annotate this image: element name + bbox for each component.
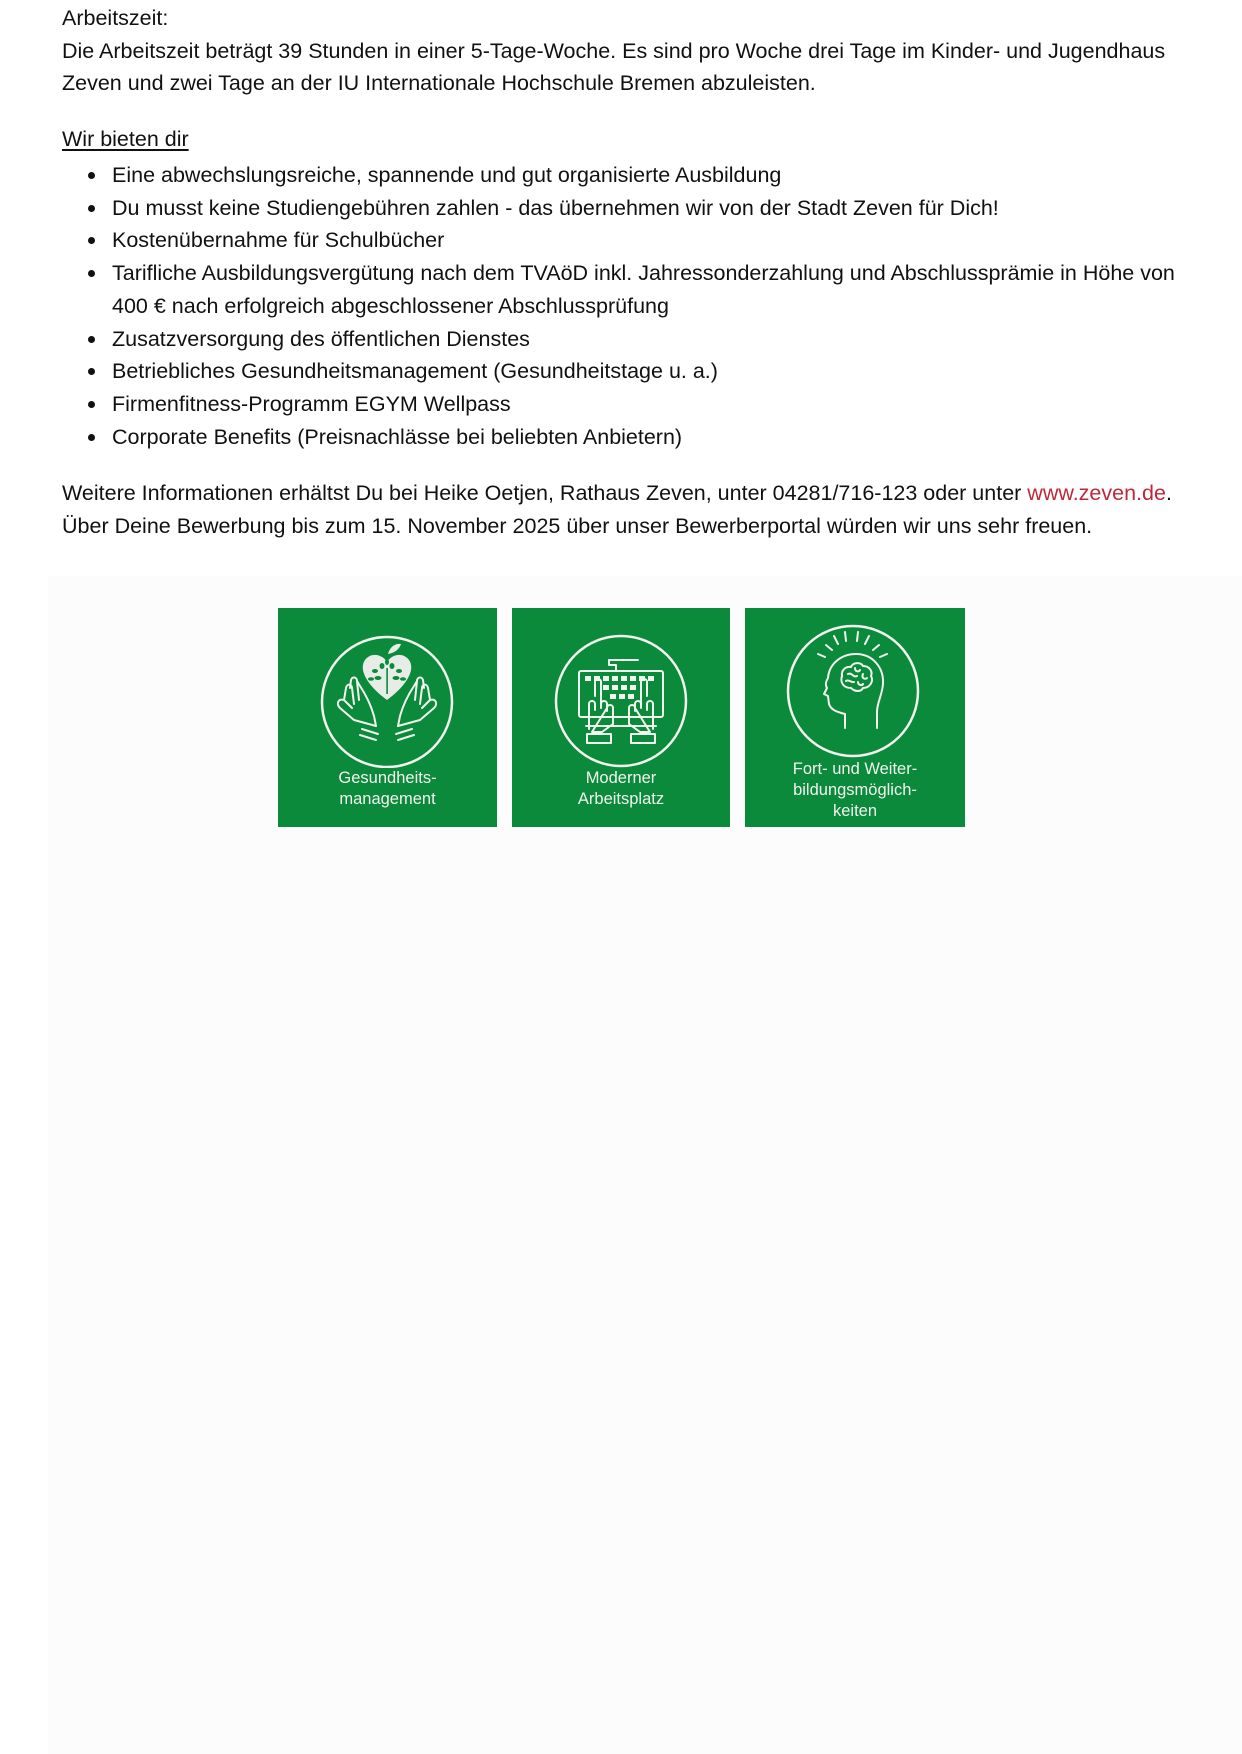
list-item <box>112 323 1242 356</box>
tile-caption-line: Arbeitsplatz <box>577 790 665 808</box>
tile-caption-line: bildungsmöglich- <box>793 781 917 799</box>
tile-further-training <box>745 608 965 827</box>
bullet-icon <box>88 237 95 244</box>
working-hours-text: Die Arbeitszeit beträgt 39 Stunden in einer 5-Tage-Woche. Es sind pro Woche drei Tage im Kinder- und Jugendhaus Zeven und zwei Tage an der IU Internationale Hochschule Bremen abzuleisten. <box>62 38 1166 96</box>
tile-caption-line: Gesundheits- <box>338 769 437 787</box>
list-item <box>112 159 1242 192</box>
website-link[interactable]: www.zeven.de <box>1027 481 1166 505</box>
list-item <box>112 388 1242 421</box>
list-item <box>112 355 1242 388</box>
keyboard-hands-icon <box>512 608 730 768</box>
hands-heart-tree-icon <box>278 608 497 768</box>
tile-health-management <box>278 608 497 827</box>
list-item <box>112 257 1242 322</box>
contact-text: Weitere Informationen erhältst Du bei Heike Oetjen, Rathaus Zeven, unter 04281/716-123 oder unter <box>62 481 1028 505</box>
bullet-icon <box>88 368 95 375</box>
tile-caption-line: keiten <box>832 802 878 820</box>
bullet-icon <box>88 270 95 277</box>
tile-modern-workplace <box>512 608 730 827</box>
working-hours-section <box>62 2 1192 100</box>
list-item-text: Tarifliche Ausbildungsvergütung nach dem TVAöD inkl. Jahressonderzahlung und Abschlussprämie in Höhe von 400 € nach erfolgreich abgeschlossener Abschlussprüfung <box>112 261 1175 318</box>
list-item-text: Zusatzversorgung des öffentlichen Dienstes <box>112 326 530 351</box>
bullet-icon <box>88 172 95 179</box>
working-hours-label: Arbeitszeit: <box>62 6 169 30</box>
list-item-text: Corporate Benefits (Preisnachlässe bei beliebten Anbietern) <box>112 424 683 449</box>
tile-caption-line: management <box>339 790 436 808</box>
tile-caption-line: Moderner <box>585 769 657 787</box>
list-item-text: Du musst keine Studiengebühren zahlen - das übernehmen wir von der Stadt Zeven für Dich! <box>112 195 999 220</box>
tile-caption <box>512 768 730 810</box>
bullet-icon <box>88 434 95 441</box>
contact-paragraph <box>62 477 1187 542</box>
list-item-text: Firmenfitness-Programm EGYM Wellpass <box>112 391 511 416</box>
list-item <box>112 224 1242 257</box>
list-item <box>112 421 1242 454</box>
bullet-icon <box>88 205 95 212</box>
list-item <box>112 192 1242 225</box>
contact-text-end: . Über Deine Bewerbung bis zum 15. November 2025 über unser Bewerberportal würden wir uns sehr freuen. <box>62 481 1172 538</box>
list-item-text: Betriebliches Gesundheitsmanagement (Gesundheitstage u. a.) <box>112 359 718 384</box>
list-item-text: Eine abwechslungsreiche, spannende und gut organisierte Ausbildung <box>112 163 782 187</box>
tile-caption-line: Fort- und Weiter- <box>792 760 918 778</box>
bullet-icon <box>88 401 95 408</box>
tile-caption <box>745 759 965 822</box>
tile-caption <box>278 768 497 810</box>
head-brain-icon <box>745 608 965 763</box>
list-item-text: Kostenübernahme für Schulbücher <box>112 228 445 253</box>
benefits-heading: Wir bieten dir <box>62 127 189 151</box>
bullet-icon <box>88 336 95 343</box>
benefits-list <box>62 159 1242 453</box>
